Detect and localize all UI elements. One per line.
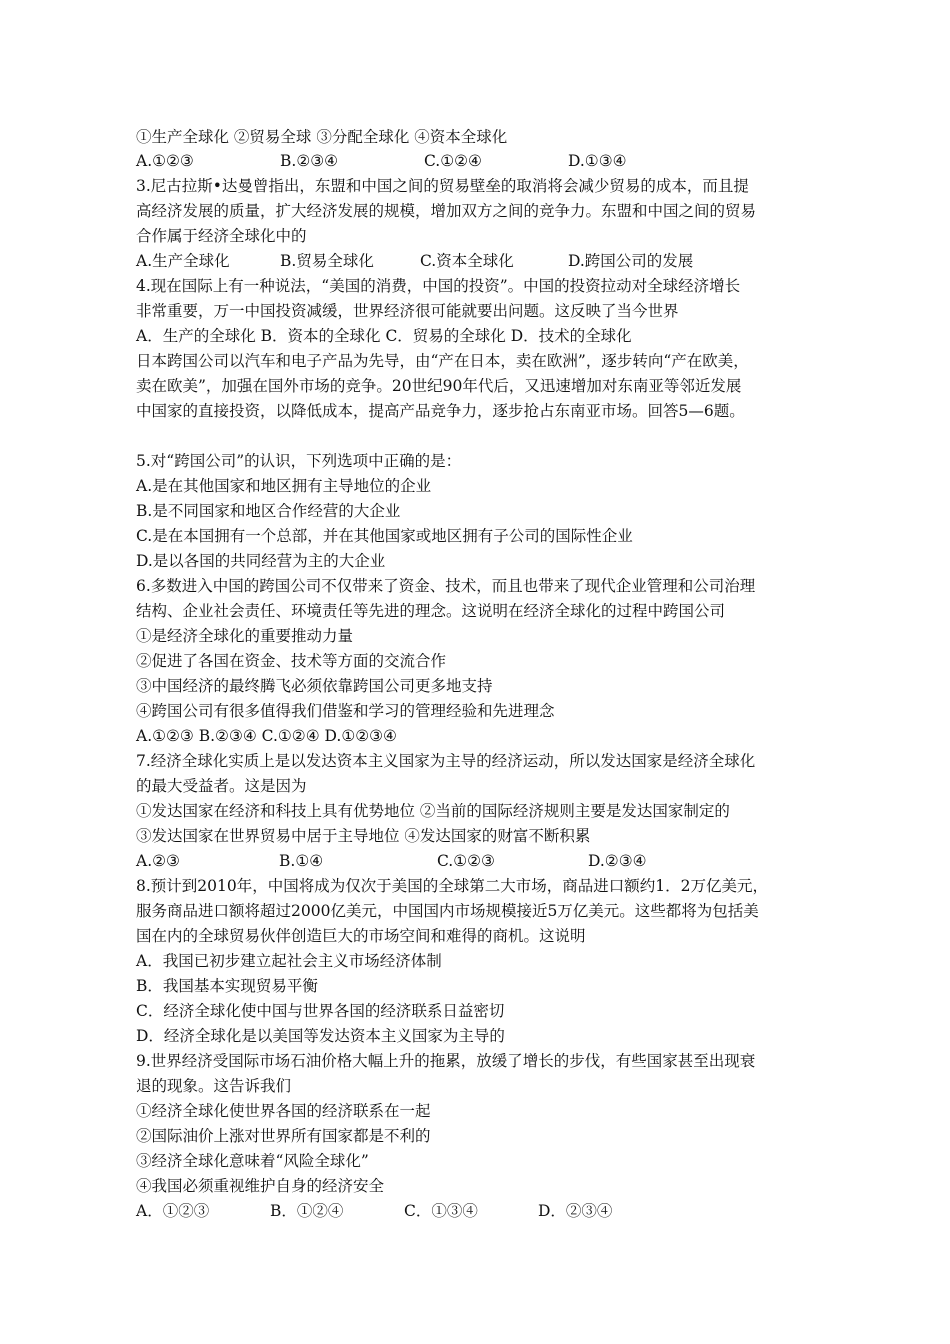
q8-stem-line-2: 服务商品进口额将超过2000亿美元，中国国内市场规模接近5万亿美元。这些都将为包括美 xyxy=(136,902,759,920)
option-d: D.②③④ xyxy=(588,852,647,870)
q9-stem-line-2: 退的现象。这告诉我们 xyxy=(136,1077,292,1095)
option-b: B.①④ xyxy=(279,852,324,870)
option-d: D.跨国公司的发展 xyxy=(568,252,694,270)
q4-stem-line-2: 非常重要，万一中国投资减缓，世界经济很可能就要出问题。这反映了当今世界 xyxy=(136,302,679,320)
option-a: A．①②③ xyxy=(136,1202,210,1220)
q7-statements-1: ①发达国家在经济和科技上具有优势地位 ②当前的国际经济规则主要是发达国家制定的 xyxy=(136,802,730,820)
q3-options xyxy=(136,251,693,271)
q9-statement-2: ②国际油价上涨对世界所有国家都是不利的 xyxy=(136,1127,431,1145)
option-b: B.贸易全球化 xyxy=(280,252,374,270)
q6-stem-line-1: 6.多数进入中国的跨国公司不仅带来了资金、技术，而且也带来了现代企业管理和公司治理 xyxy=(136,577,756,595)
q5-option-c: C.是在本国拥有一个总部，并在其他国家或地区拥有子公司的国际性企业 xyxy=(136,527,633,545)
q6-stem-line-2: 结构、企业社会责任、环境责任等先进的理念。这说明在经济全球化的过程中跨国公司 xyxy=(136,602,726,620)
q8-option-b: B．我国基本实现贸易平衡 xyxy=(136,977,318,995)
q8-option-d: D．经济全球化是以美国等发达资本主义国家为主导的 xyxy=(136,1027,505,1045)
q6-statement-1: ①是经济全球化的重要推动力量 xyxy=(136,627,354,645)
q8-stem-line-3: 国在内的全球贸易伙伴创造巨大的市场空间和难得的商机。这说明 xyxy=(136,927,586,945)
q6-options: A.①②③ B.②③④ C.①②④ D.①②③④ xyxy=(136,727,397,745)
q8-option-a: A．我国已初步建立起社会主义市场经济体制 xyxy=(136,952,442,970)
q7-stem-line-2: 的最大受益者。这是因为 xyxy=(136,777,307,795)
passage-line-3: 中国家的直接投资，以降低成本，提高产品竞争力，逐步抢占东南亚市场。回答5—6题。 xyxy=(136,402,745,420)
q9-statement-4: ④我国必须重视维护自身的经济安全 xyxy=(136,1177,385,1195)
q5-stem: 5.对“跨国公司”的认识，下列选项中正确的是： xyxy=(136,452,462,470)
q9-stem-line-1: 9.世界经济受国际市场石油价格大幅上升的拖累，放缓了增长的步伐，有些国家甚至出现衰 xyxy=(136,1052,756,1070)
option-c: C．①③④ xyxy=(404,1202,478,1220)
q3-stem-line-3: 合作属于经济全球化中的 xyxy=(136,227,307,245)
q5-option-a: A.是在其他国家和地区拥有主导地位的企业 xyxy=(136,477,432,495)
q4-options: A．生产的全球化 B．资本的全球化 C．贸易的全球化 D．技术的全球化 xyxy=(136,327,632,345)
q4-stem-line-1: 4.现在国际上有一种说法，“美国的消费，中国的投资”。中国的投资拉动对全球经济增长 xyxy=(136,277,741,295)
option-a: A.②③ xyxy=(136,852,180,870)
q8-option-c: C．经济全球化使中国与世界各国的经济联系日益密切 xyxy=(136,1002,505,1020)
q5-option-b: B.是不同国家和地区合作经营的大企业 xyxy=(136,502,401,520)
option-b: B.②③④ xyxy=(280,152,339,170)
option-c: C.①②③ xyxy=(437,852,495,870)
q9-statement-3: ③经济全球化意味着“风险全球化” xyxy=(136,1152,369,1170)
option-c: C.①②④ xyxy=(424,152,482,170)
q7-options xyxy=(136,851,647,871)
q3-stem-line-2: 高经济发展的质量，扩大经济发展的规模，增加双方之间的竞争力。东盟和中国之间的贸易 xyxy=(136,202,757,220)
option-d: D．②③④ xyxy=(538,1202,613,1220)
q9-options xyxy=(136,1201,612,1221)
passage-line-1: 日本跨国公司以汽车和电子产品为先导，由“产在日本，卖在欧洲”，逐步转向“产在欧美， xyxy=(136,352,749,370)
q2-statements: ①生产全球化 ②贸易全球 ③分配全球化 ④资本全球化 xyxy=(136,128,508,146)
q6-statement-4: ④跨国公司有很多值得我们借鉴和学习的管理经验和先进理念 xyxy=(136,702,555,720)
option-c: C.资本全球化 xyxy=(420,252,514,270)
q2-options xyxy=(136,151,627,171)
q7-stem-line-1: 7.经济全球化实质上是以发达资本主义国家为主导的经济运动，所以发达国家是经济全球化 xyxy=(136,752,756,770)
q6-statement-2: ②促进了各国在资金、技术等方面的交流合作 xyxy=(136,652,447,670)
passage-line-2: 卖在欧美”，加强在国外市场的竞争。20世纪90年代后，又迅速增加对东南亚等邻近发展 xyxy=(136,377,742,395)
option-d: D.①③④ xyxy=(568,152,627,170)
q8-stem-line-1: 8.预计到2010年，中国将成为仅次于美国的全球第二大市场，商品进口额约1．2万亿美元， xyxy=(136,877,768,895)
option-a: A.①②③ xyxy=(136,152,194,170)
q6-statement-3: ③中国经济的最终腾飞必须依靠跨国公司更多地支持 xyxy=(136,677,493,695)
option-b: B．①②④ xyxy=(270,1202,344,1220)
q9-statement-1: ①经济全球化使世界各国的经济联系在一起 xyxy=(136,1102,431,1120)
q7-statements-2: ③发达国家在世界贸易中居于主导地位 ④发达国家的财富不断积累 xyxy=(136,827,591,845)
q3-stem-line-1: 3.尼古拉斯•达曼曾指出，东盟和中国之间的贸易壁垒的取消将会减少贸易的成本，而且提 xyxy=(136,177,749,195)
q5-option-d: D.是以各国的共同经营为主的大企业 xyxy=(136,552,386,570)
option-a: A.生产全球化 xyxy=(136,252,230,270)
